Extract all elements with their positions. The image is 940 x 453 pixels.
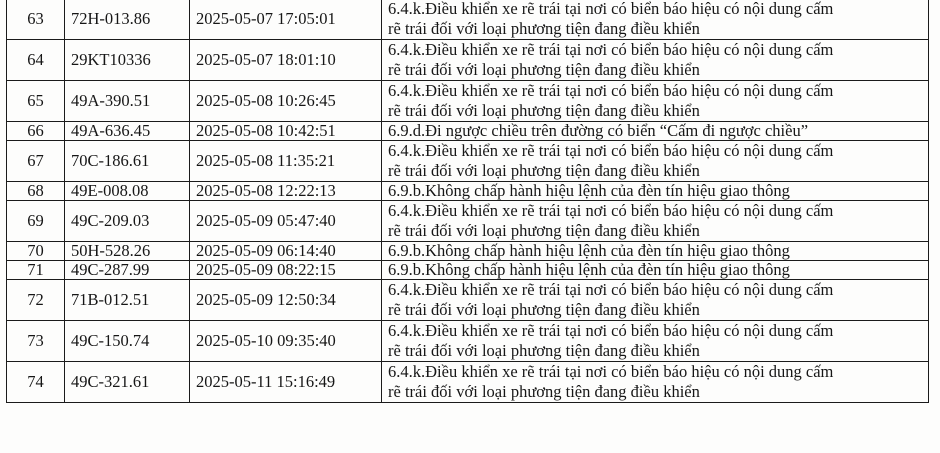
violation-description-line: 6.4.k.Điều khiển xe rẽ trái tại nơi có biển báo hiệu có nội dung cấm bbox=[388, 362, 834, 381]
violation-time-cell: 2025-05-09 05:47:40 bbox=[190, 201, 382, 242]
violation-description-cell bbox=[382, 81, 929, 122]
violation-description-line: rẽ trái đối với loại phương tiện đang điều khiển bbox=[388, 161, 700, 180]
table-row bbox=[7, 122, 929, 141]
license-plate-cell: 49A-636.45 bbox=[65, 122, 190, 141]
violation-description-line: 6.4.k.Điều khiển xe rẽ trái tại nơi có biển báo hiệu có nội dung cấm bbox=[388, 0, 834, 18]
violation-time-cell: 2025-05-08 10:42:51 bbox=[190, 122, 382, 141]
table-row bbox=[7, 182, 929, 201]
table-row bbox=[7, 201, 929, 242]
license-plate-cell: 70C-186.61 bbox=[65, 141, 190, 182]
row-number-cell: 72 bbox=[7, 280, 65, 321]
row-number-cell: 74 bbox=[7, 362, 65, 403]
license-plate-cell: 72H-013.86 bbox=[65, 0, 190, 40]
violation-description-line: 6.4.k.Điều khiển xe rẽ trái tại nơi có biển báo hiệu có nội dung cấm bbox=[388, 40, 834, 59]
table-row bbox=[7, 40, 929, 81]
violation-time-cell: 2025-05-09 12:50:34 bbox=[190, 280, 382, 321]
violation-description-line: rẽ trái đối với loại phương tiện đang điều khiển bbox=[388, 19, 700, 38]
license-plate-cell: 49C-321.61 bbox=[65, 362, 190, 403]
row-number-cell: 67 bbox=[7, 141, 65, 182]
table-row bbox=[7, 0, 929, 40]
violation-time-cell: 2025-05-07 17:05:01 bbox=[190, 0, 382, 40]
violation-time-cell: 2025-05-08 10:26:45 bbox=[190, 81, 382, 122]
violation-time-cell: 2025-05-11 15:16:49 bbox=[190, 362, 382, 403]
license-plate-cell: 50H-528.26 bbox=[65, 242, 190, 261]
violation-description-line: 6.4.k.Điều khiển xe rẽ trái tại nơi có biển báo hiệu có nội dung cấm bbox=[388, 141, 834, 160]
license-plate-cell: 49C-150.74 bbox=[65, 321, 190, 362]
violation-time-cell: 2025-05-07 18:01:10 bbox=[190, 40, 382, 81]
violation-description-line: rẽ trái đối với loại phương tiện đang điều khiển bbox=[388, 382, 700, 401]
license-plate-cell: 49C-287.99 bbox=[65, 261, 190, 280]
table-row bbox=[7, 141, 929, 182]
violation-description-line: 6.9.b.Không chấp hành hiệu lệnh của đèn tín hiệu giao thông bbox=[388, 241, 790, 260]
violation-description-cell bbox=[382, 182, 929, 201]
violation-description-line: 6.9.b.Không chấp hành hiệu lệnh của đèn tín hiệu giao thông bbox=[388, 181, 790, 200]
row-number-cell: 69 bbox=[7, 201, 65, 242]
violation-description-line: rẽ trái đối với loại phương tiện đang điều khiển bbox=[388, 101, 700, 120]
violation-description-cell bbox=[382, 261, 929, 280]
violation-time-cell: 2025-05-10 09:35:40 bbox=[190, 321, 382, 362]
violation-description-line: rẽ trái đối với loại phương tiện đang điều khiển bbox=[388, 300, 700, 319]
violation-description-cell bbox=[382, 0, 929, 40]
row-number-cell: 70 bbox=[7, 242, 65, 261]
violation-description-line: 6.4.k.Điều khiển xe rẽ trái tại nơi có biển báo hiệu có nội dung cấm bbox=[388, 81, 834, 100]
table-row bbox=[7, 81, 929, 122]
license-plate-cell: 49A-390.51 bbox=[65, 81, 190, 122]
violation-time-cell: 2025-05-08 11:35:21 bbox=[190, 141, 382, 182]
violation-description-line: rẽ trái đối với loại phương tiện đang điều khiển bbox=[388, 60, 700, 79]
violation-description-cell bbox=[382, 321, 929, 362]
violation-description-cell bbox=[382, 280, 929, 321]
violations-table-body bbox=[7, 0, 929, 403]
license-plate-cell: 71B-012.51 bbox=[65, 280, 190, 321]
violations-table bbox=[6, 0, 929, 403]
row-number-cell: 66 bbox=[7, 122, 65, 141]
violation-description-cell bbox=[382, 201, 929, 242]
violation-time-cell: 2025-05-09 06:14:40 bbox=[190, 242, 382, 261]
violation-description-cell bbox=[382, 141, 929, 182]
license-plate-cell: 49E-008.08 bbox=[65, 182, 190, 201]
row-number-cell: 68 bbox=[7, 182, 65, 201]
table-row bbox=[7, 362, 929, 403]
license-plate-cell: 49C-209.03 bbox=[65, 201, 190, 242]
table-row bbox=[7, 261, 929, 280]
row-number-cell: 63 bbox=[7, 0, 65, 40]
violation-description-line: 6.9.b.Không chấp hành hiệu lệnh của đèn tín hiệu giao thông bbox=[388, 260, 790, 279]
violation-description-line: 6.4.k.Điều khiển xe rẽ trái tại nơi có biển báo hiệu có nội dung cấm bbox=[388, 321, 834, 340]
violation-time-cell: 2025-05-09 08:22:15 bbox=[190, 261, 382, 280]
row-number-cell: 65 bbox=[7, 81, 65, 122]
violation-description-cell bbox=[382, 122, 929, 141]
violation-description-line: 6.9.d.Đi ngược chiều trên đường có biển “Cấm đi ngược chiều” bbox=[388, 121, 809, 140]
violation-description-line: rẽ trái đối với loại phương tiện đang điều khiển bbox=[388, 341, 700, 360]
row-number-cell: 73 bbox=[7, 321, 65, 362]
row-number-cell: 64 bbox=[7, 40, 65, 81]
license-plate-cell: 29KT10336 bbox=[65, 40, 190, 81]
row-number-cell: 71 bbox=[7, 261, 65, 280]
violation-description-cell bbox=[382, 242, 929, 261]
violation-description-line: 6.4.k.Điều khiển xe rẽ trái tại nơi có biển báo hiệu có nội dung cấm bbox=[388, 201, 834, 220]
table-row bbox=[7, 280, 929, 321]
violation-description-cell bbox=[382, 362, 929, 403]
violation-description-cell bbox=[382, 40, 929, 81]
table-row bbox=[7, 242, 929, 261]
violation-description-line: rẽ trái đối với loại phương tiện đang điều khiển bbox=[388, 221, 700, 240]
violation-time-cell: 2025-05-08 12:22:13 bbox=[190, 182, 382, 201]
violation-description-line: 6.4.k.Điều khiển xe rẽ trái tại nơi có biển báo hiệu có nội dung cấm bbox=[388, 280, 834, 299]
table-row bbox=[7, 321, 929, 362]
